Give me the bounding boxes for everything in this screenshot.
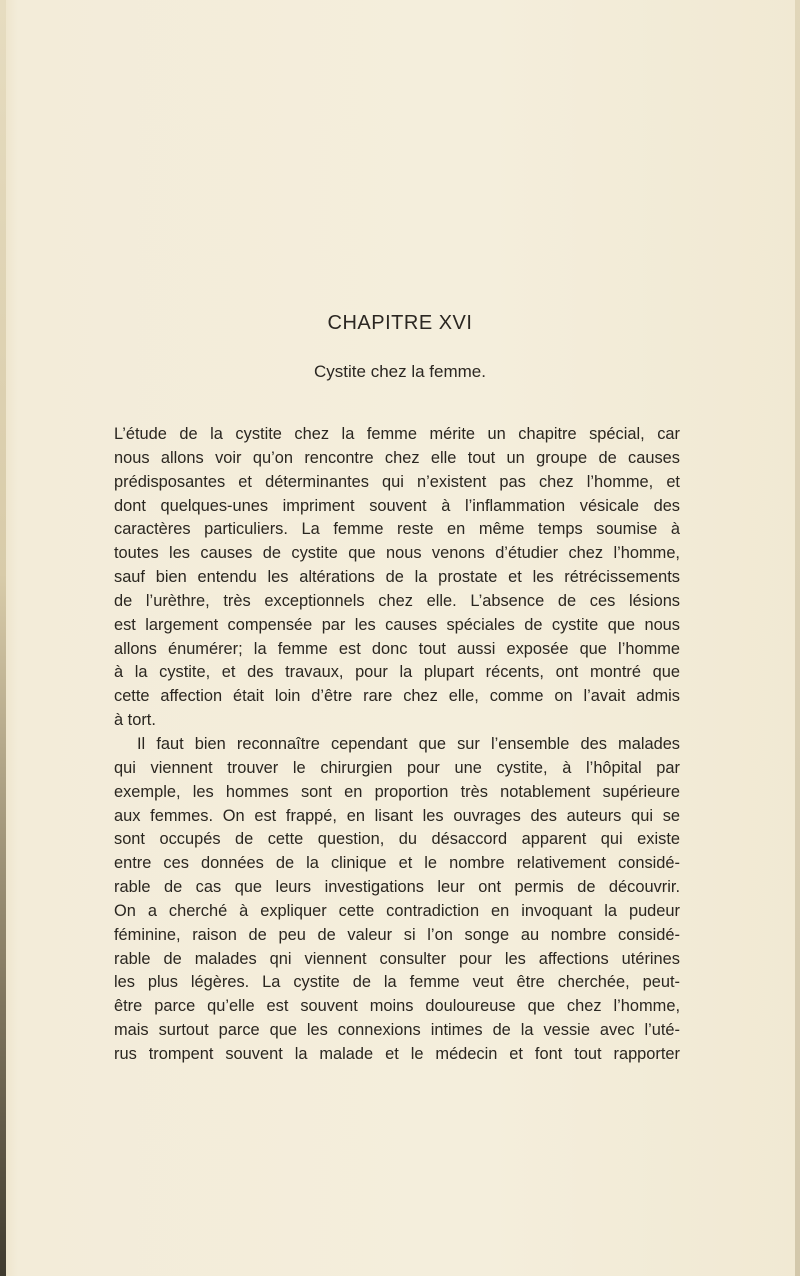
- text-line: sont occupés de cette question, du désaccord apparent qui existe: [114, 830, 680, 849]
- text-line: mais surtout parce que les connexions intimes de la vessie avec l’uté-: [114, 1021, 680, 1040]
- text-line: à la cystite, et des travaux, pour la plupart récents, ont montré que: [114, 663, 680, 682]
- text-line: L’étude de la cystite chez la femme mérite un chapitre spécial, car: [114, 425, 680, 443]
- page-right-edge: [795, 0, 800, 1276]
- text-line: cette affection était loin d’être rare chez elle, comme on l’avait admis: [114, 687, 680, 706]
- text-line: être parce qu’elle est souvent moins douloureuse que chez l’homme,: [114, 997, 680, 1016]
- text-line: nous allons voir qu’on rencontre chez elle tout un groupe de causes: [114, 448, 680, 467]
- text-line: aux femmes. On est frappé, en lisant les ouvrages des auteurs qui se: [114, 806, 680, 825]
- text-line: de l’urèthre, très exceptionnels chez elle. L’absence de ces lésions: [114, 591, 680, 610]
- text-line: les plus légères. La cystite de la femme veut être cherchée, peut-: [114, 973, 680, 992]
- text-line: est largement compensée par les causes spéciales de cystite que nous: [114, 615, 680, 634]
- text-line: entre ces données de la clinique et le nombre relativement considé-: [114, 854, 680, 873]
- text-line: prédisposantes et déterminantes qui n’existent pas chez l’homme, et: [114, 472, 680, 491]
- text-line: rable de malades qni viennent consulter pour les affections utérines: [114, 949, 680, 968]
- text-line: rus trompent souvent la malade et le médecin et font tout rapporter: [114, 1044, 680, 1063]
- text-line: toutes les causes de cystite que nous venons d’étudier chez l’homme,: [114, 544, 680, 563]
- text-line: dont quelques-unes impriment souvent à l’inflammation vésicale des: [114, 496, 680, 515]
- section-title: Cystite chez la femme.: [314, 362, 486, 381]
- text-line: qui viennent trouver le chirurgien pour une cystite, à l’hôpital par: [114, 758, 680, 777]
- text-line: sauf bien entendu les altérations de la prostate et les rétrécissements: [114, 568, 680, 587]
- text-line: à tort.: [114, 711, 156, 730]
- text-line: caractères particuliers. La femme reste en même temps soumise à: [114, 520, 680, 539]
- text-line: allons énumérer; la femme est donc tout aussi exposée que l’homme: [114, 639, 680, 658]
- text-line: exemple, les hommes sont en proportion très notablement supérieure: [114, 782, 680, 801]
- body-text: [114, 423, 680, 1067]
- text-line: Il faut bien reconnaître cependant que sur l’ensemble des malades: [137, 734, 680, 753]
- text-line: rable de cas que leurs investigations leur ont permis de découvrir.: [114, 878, 680, 897]
- page-binding-edge: [0, 0, 6, 1276]
- chapter-title: CHAPITRE XVI: [327, 312, 473, 334]
- text-line: féminine, raison de peu de valeur si l’on songe au nombre considé-: [114, 925, 680, 944]
- text-line: On a cherché à expliquer cette contradiction en invoquant la pudeur: [114, 901, 680, 920]
